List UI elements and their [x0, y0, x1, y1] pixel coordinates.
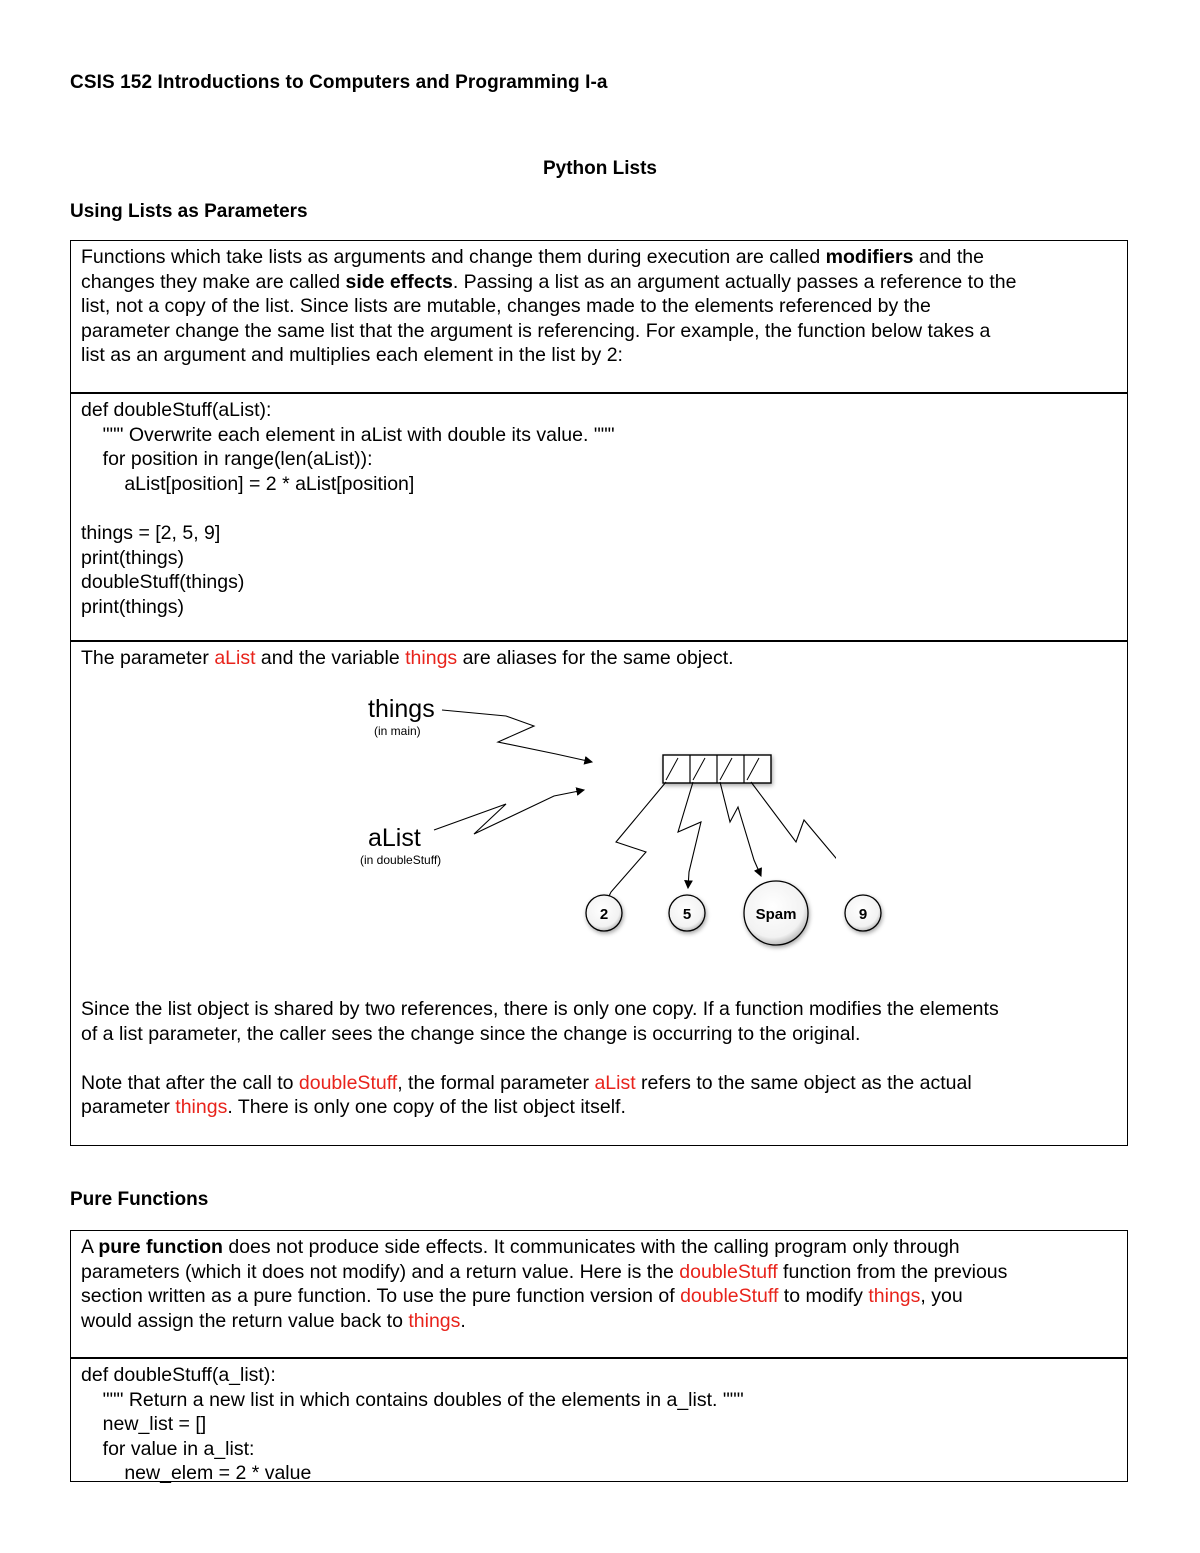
alias-diagram [356, 692, 836, 972]
code-cell-pure [71, 1357, 1127, 1485]
things-ref: things [408, 1309, 461, 1332]
element-arrow-2 [720, 782, 761, 876]
intro-line-1: Functions which take lists as arguments and change them during execution are called modifiers and the [81, 246, 984, 268]
svg-text:9: 9 [858, 906, 868, 923]
code-line: things = [2, 5, 9] [81, 521, 221, 544]
section-heading-pure-functions: Pure Functions [70, 1189, 209, 1210]
lists-as-parameters-table [70, 240, 1128, 1146]
diagram-alist-sub: (in doubleStuff) [360, 853, 442, 867]
note-line-2: parameter things. There is only one copy of the list object itself. [81, 1096, 626, 1119]
intro-line-2: changes they make are called side effects. Passing a list as an argument actually passes a reference to the [81, 270, 1017, 293]
code-line: def doubleStuff(aList): [81, 399, 272, 421]
svg-text:Spam: Spam [755, 906, 797, 923]
diagram-things-sub: (in main) [374, 724, 421, 738]
alist-reference-arrow [434, 790, 584, 834]
svg-text:5: 5 [682, 906, 692, 923]
term-pure-function: pure function [98, 1236, 223, 1258]
alist-ref: aList [214, 647, 256, 669]
code-line: print(things) [81, 546, 184, 569]
intro-cell [71, 241, 1127, 392]
intro-line-3: list, not a copy of the list. Since lists are mutable, changes made to the elements referenced by the [81, 295, 931, 318]
alias-sentence: The parameter aList and the variable things are aliases for the same object. [81, 647, 734, 669]
code-line: aList[position] = 2 * aList[position] [81, 472, 415, 495]
list-object [663, 755, 771, 783]
doublestuff-ref: doubleStuff [680, 1285, 779, 1308]
term-side-effects: side effects [345, 270, 453, 293]
doublestuff-ref: doubleStuff [679, 1260, 778, 1283]
value-circle-5 [669, 895, 705, 931]
things-ref: things [175, 1096, 228, 1119]
pure-intro-cell: A pure function does not produce side effects. It communicates with the calling program only through parameters (which it does not modify) and a return value. Here is the doubleStuff function from the previous section written as a pure function. To use the pure function version of doubleStuff to modify things, you would assign the return value back to things. [81, 1236, 1008, 1332]
code-line: new_list = [] [81, 1413, 207, 1436]
code-line: print(things) [81, 595, 184, 618]
pure-functions-table [70, 1230, 1128, 1485]
code-line: for position in range(len(aList)): [81, 448, 373, 471]
code-line [81, 496, 1117, 521]
code-line: doubleStuff(things) [81, 571, 245, 594]
value-circle-2 [586, 895, 622, 931]
element-arrow-1 [678, 782, 701, 888]
diagram-things-label: things [368, 695, 435, 723]
things-ref: things [868, 1285, 921, 1308]
code-line: """ Return a new list in which contains doubles of the elements in a_list. """ [81, 1388, 744, 1411]
diagram-alist-label: aList [368, 824, 421, 852]
code-line: new_elem = 2 * value [81, 1462, 312, 1485]
alias-cell [71, 640, 1127, 1145]
element-arrow-3 [751, 782, 836, 890]
document-title: Python Lists [542, 158, 657, 179]
code-cell-modifier [71, 392, 1127, 640]
code-line: def doubleStuff(a_list): [81, 1364, 276, 1386]
course-title: CSIS 152 Introductions to Computers and Programming I-a [70, 72, 608, 93]
note-line-1: Note that after the call to doubleStuff, the formal parameter aList refers to the same object as the actual [81, 1071, 972, 1094]
section-heading-lists-as-parameters: Using Lists as Parameters [70, 201, 308, 222]
intro-line-4: parameter change the same list that the argument is referencing. For example, the function below takes a [81, 319, 991, 342]
doublestuff-ref: doubleStuff [298, 1071, 398, 1094]
svg-text:2: 2 [599, 906, 609, 923]
alist-ref: aList [594, 1071, 636, 1094]
code-line: for value in a_list: [81, 1437, 255, 1460]
value-circle-spam [744, 881, 808, 945]
term-modifiers: modifiers [825, 246, 914, 268]
shared-paragraph: Since the list object is shared by two references, there is only one copy. If a function modifies the elements of a list parameter, the caller sees the change since the change is occurring to the original. Note that after the call to doubleStuff, the formal parameter aList refers to the same object as the actual parameter things. There is only one copy of the list object itself. [81, 997, 1121, 1120]
code-line: """ Overwrite each element in aList with double its value. """ [81, 423, 615, 446]
things-reference-arrow [442, 710, 592, 762]
intro-line-5: list as an argument and multiplies each element in the list by 2: [81, 344, 623, 367]
element-arrow-0 [604, 782, 666, 906]
things-ref: things [405, 647, 458, 669]
value-circle-9 [836, 887, 896, 947]
